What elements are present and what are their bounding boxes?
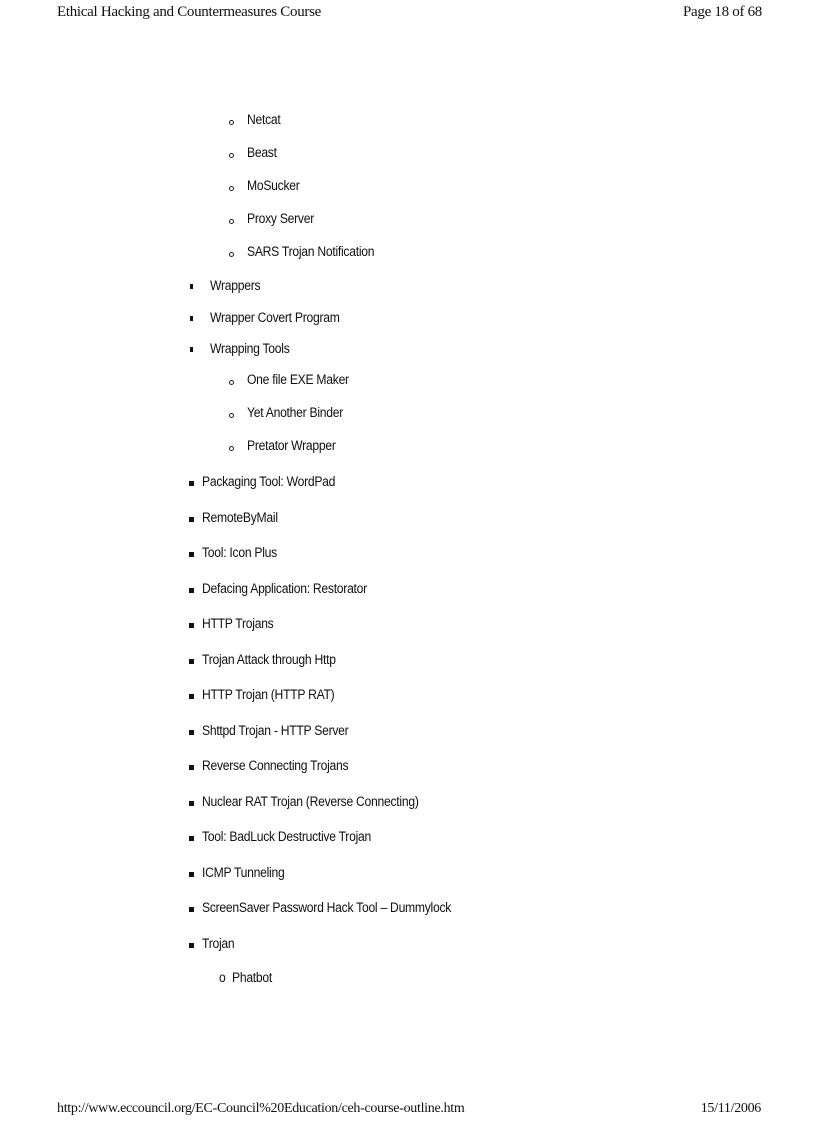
list-item-icmp-tunneling: ICMP Tunneling [202, 865, 285, 880]
circle-bullet-icon [229, 153, 234, 158]
print-date: 15/11/2006 [700, 1101, 761, 1116]
circle-bullet-icon [229, 380, 234, 385]
square-bullet-icon [189, 694, 194, 699]
list-item-trojan: Trojan [202, 936, 235, 951]
list-item-proxy-server: Proxy Server [247, 211, 314, 226]
list-item-shttpd: Shttpd Trojan - HTTP Server [202, 723, 349, 738]
square-bullet-icon [189, 836, 194, 841]
list-item-beast: Beast [247, 145, 277, 160]
list-item-badluck: Tool: BadLuck Destructive Trojan [202, 829, 371, 844]
circle-bullet-icon [229, 120, 234, 125]
list-item-icon-plus: Tool: Icon Plus [202, 545, 277, 560]
square-bullet-icon [189, 730, 194, 735]
square-bullet-icon [189, 765, 194, 770]
square-bullet-icon [189, 907, 194, 912]
circle-bullet-icon [229, 186, 234, 191]
document-title: Ethical Hacking and Countermeasures Course [57, 4, 321, 20]
list-item-netcat: Netcat [247, 112, 281, 127]
list-item-trojan-attack-http: Trojan Attack through Http [202, 652, 336, 667]
list-item-screensaver: ScreenSaver Password Hack Tool – Dummylock [202, 900, 452, 915]
list-item-one-file-exe: One file EXE Maker [247, 372, 349, 387]
list-item-http-trojan-rat: HTTP Trojan (HTTP RAT) [202, 687, 335, 702]
square-bullet-icon [189, 659, 194, 664]
list-item-defacing: Defacing Application: Restorator [202, 581, 367, 596]
square-bullet-icon [190, 284, 193, 289]
list-item-wrappers: Wrappers [210, 278, 261, 293]
square-bullet-icon [190, 347, 193, 352]
letter-o-bullet: o [219, 970, 226, 985]
list-item-wrapper-covert: Wrapper Covert Program [210, 310, 340, 325]
list-item-http-trojans: HTTP Trojans [202, 616, 274, 631]
page-url: http://www.eccouncil.org/EC-Council%20Education/ceh-course-outline.htm [57, 1101, 465, 1116]
list-item-mosucker: MoSucker [247, 178, 300, 193]
square-bullet-icon [189, 481, 194, 486]
list-item-sars: SARS Trojan Notification [247, 244, 375, 259]
square-bullet-icon [189, 801, 194, 806]
list-item-phatbot: Phatbot [232, 970, 273, 985]
square-bullet-icon [189, 872, 194, 877]
square-bullet-icon [189, 552, 194, 557]
page-number: Page 18 of 68 [682, 4, 762, 20]
list-item-yet-another-binder: Yet Another Binder [247, 405, 344, 420]
circle-bullet-icon [229, 413, 234, 418]
square-bullet-icon [189, 623, 194, 628]
square-bullet-icon [190, 316, 193, 321]
circle-bullet-icon [229, 446, 234, 451]
square-bullet-icon [189, 517, 194, 522]
list-item-remotebymail: RemoteByMail [202, 510, 278, 525]
circle-bullet-icon [229, 219, 234, 224]
circle-bullet-icon [229, 252, 234, 257]
list-item-packaging-tool: Packaging Tool: WordPad [202, 474, 336, 489]
list-item-nuclear-rat: Nuclear RAT Trojan (Reverse Connecting) [202, 794, 419, 809]
square-bullet-icon [189, 943, 194, 948]
list-item-wrapping-tools: Wrapping Tools [210, 341, 290, 356]
list-item-pretator: Pretator Wrapper [247, 438, 336, 453]
square-bullet-icon [189, 588, 194, 593]
list-item-reverse-connecting: Reverse Connecting Trojans [202, 758, 349, 773]
